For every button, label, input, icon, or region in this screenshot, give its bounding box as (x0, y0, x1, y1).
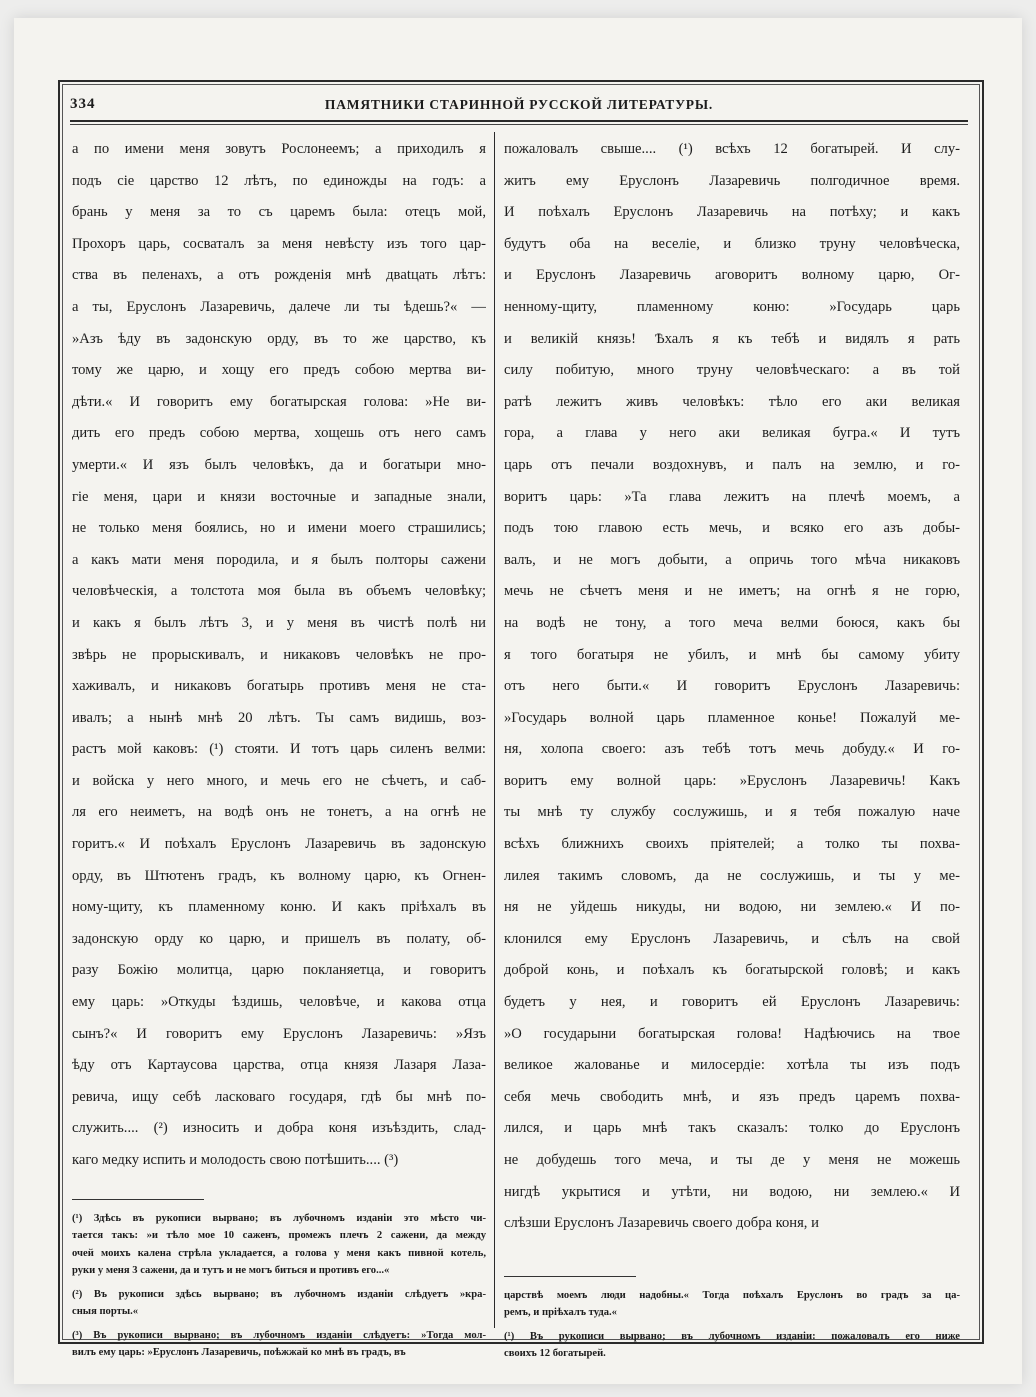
footnote-line: царствѣ моемъ люди надобны.« Тогда поѣхалъ Еруслонъ во градъ за ца- (504, 1289, 960, 1301)
footnote-line: сныя порты.« (72, 1306, 139, 1318)
text-line: ѣду отъ Картаусова царства, отца князя Лазаря Лаза- (72, 1057, 486, 1074)
text-line: и войска у него много, и мечь его не сѣчетъ, и саб- (72, 772, 486, 789)
text-line: каго медку испить и молодость свою потѣшить.... (³) (72, 1152, 399, 1168)
footnote-line: (³) Въ рукописи вырвано; въ лубочномъ изданіи слѣдуетъ: »Тогда мол- (72, 1329, 486, 1341)
text-line: ревича, ищу себѣ ласковаго государя, гдѣ бы мнѣ по- (72, 1088, 486, 1105)
text-line: пожаловалъ свыше.... (¹) всѣхъ 12 богатырей. И слу- (504, 141, 960, 157)
text-line: гора, а глава у него аки великая бугра.« И тутъ (504, 425, 960, 442)
left-column (72, 134, 486, 1359)
text-line: подъ тою главою есть мечь, и всяко его азъ добы- (504, 520, 960, 537)
text-line: всѣхъ ближнихъ своихъ пріятелей; а толко ты похва- (504, 836, 960, 853)
text-line: не только меня боялись, но и имени моего страшились; (72, 520, 486, 537)
left-column-text (72, 134, 486, 1177)
footnote-rule (504, 1276, 636, 1277)
text-line: валъ, и не могъ добыти, а опричь того мѣча никаковъ (504, 551, 960, 568)
text-line: горитъ.« И поѣхалъ Еруслонъ Лазаревичь въ задонскую (72, 836, 486, 853)
footnote-line: тается такъ: »и тѣло мое 10 саженъ, промежъ плечъ 2 сажени, да между (72, 1230, 486, 1242)
text-line: ня не уйдешь никуды, ни водою, ни землею.« И по- (504, 899, 960, 916)
text-line: растъ мой каковъ: (¹) стояти. И тотъ царь силенъ велми: (72, 741, 486, 758)
footnote-line: вилъ ему царь: »Еруслонъ Лазаревичь, поѣжжай ко мнѣ въ градъ, въ (72, 1347, 406, 1359)
text-line: царь отъ печали воздохнувъ, и палъ на землю, и го- (504, 456, 960, 473)
text-line: И поѣхалъ Еруслонъ Лазаревичь на потѣху; и какъ (504, 204, 960, 221)
text-line: ивалъ; а нынѣ мнѣ 20 лѣтъ. Ты самъ видишь, воз- (72, 709, 486, 726)
text-line: будетъ у нея, и говоритъ ей Еруслонъ Лазаревичь: (504, 994, 960, 1011)
text-line: воритъ ему волной царь: »Еруслонъ Лазаревичь! Какъ (504, 772, 960, 789)
text-line: хаживалъ, и никаковъ богатырь противъ меня не ста- (72, 678, 486, 695)
page-number: 334 (70, 96, 96, 112)
text-line: а какъ мати меня породила, и я былъ полторы сажени (72, 551, 486, 568)
running-title: ПАМЯТНИКИ СТАРИННОЙ РУССКОЙ ЛИТЕРАТУРЫ. (324, 97, 714, 112)
page-frame (58, 80, 984, 1360)
footnote-line: своихъ 12 богатырей. (504, 1348, 606, 1360)
text-line: а ты, Еруслонъ Лазаревичь, далече ли ты ѣдешь?« — (72, 298, 486, 315)
column-divider (494, 132, 495, 1328)
text-line: на водѣ не тону, а того меча велми боюся, какъ бы (504, 614, 960, 631)
text-line: тому же царю, и хощу его предъ собою мертва ви- (72, 362, 486, 379)
text-line: разу Божію молитца, царю покланяетца, и говоритъ (72, 962, 486, 979)
footnote-line: очей моихъ калена стрѣла укладается, а голова у меня какъ пивной котель, (72, 1247, 486, 1259)
text-line: умерти.« И язъ былъ человѣкъ, да и богатыри мно- (72, 456, 486, 473)
text-line: орду, въ Штютенъ градъ, къ волному царю, къ Огнен- (72, 867, 486, 884)
right-footnotes (504, 1287, 960, 1363)
text-line: дѣти.« И говоритъ ему богатырская голова: »Не ви- (72, 393, 486, 410)
text-line: »Государь волной царь пламенное конье! Пожалуй ме- (504, 709, 960, 726)
text-line: звѣрь не прорыскивалъ, и никаковъ человѣкъ не про- (72, 646, 486, 663)
text-line: ному-щиту, къ пламенному коню. И какъ пріѣхалъ въ (72, 899, 486, 916)
text-line: лилея такимъ словомъ, да не сослужишь, и ты у ме- (504, 867, 960, 884)
text-line: я того богатыря не убилъ, и мнѣ бы самому убиту (504, 646, 960, 663)
text-line: ты мнѣ ту службу сослужишь, и я тебя пожалую наче (504, 804, 960, 821)
text-line: ненному-щиту, пламенному коню: »Государь царь (504, 298, 960, 315)
text-line: отъ него быти.« И говоритъ Еруслонъ Лазаревичь: (504, 678, 960, 695)
text-line: не добудешь того меча, и ты де у меня не можешь (504, 1152, 960, 1168)
footnote-line: (¹) Въ рукописи вырвано; въ лубочномъ изданіи: пожаловалъ его ниже (504, 1330, 960, 1342)
text-line: а по имени меня зовутъ Рослонеемъ; а приходилъ я (72, 141, 486, 157)
text-line: себя мечь свободить мнѣ, и язъ предъ царемъ похва- (504, 1088, 960, 1105)
text-line: Прохоръ царь, сосваталъ за меня невѣсту изъ того цар- (72, 235, 486, 252)
text-line: доброй конь, и поѣхалъ къ богатырской головѣ; и какъ (504, 962, 960, 979)
text-line: клонился ему Еруслонъ Лазаревичь, и сѣлъ на свой (504, 930, 960, 947)
text-line: ля его неиметъ, на водѣ онъ не тонетъ, а на огнѣ не (72, 804, 486, 821)
text-line: дить его предъ собою мертва, хощешь отъ него самъ (72, 425, 486, 442)
text-line: »О государыни богатырская голова! Надѣючись на твое (504, 1025, 960, 1042)
text-line: человѣческія, а толстота моя была въ объемъ человѣку; (72, 583, 486, 600)
text-line: и Еруслонъ Лазаревичь аговоритъ волному царю, Ог- (504, 267, 960, 284)
text-line: подъ сіе царство 12 лѣтъ, по единожды на годъ: а (72, 172, 486, 189)
text-line: задонскую орду ко царю, и пришелъ въ полату, об- (72, 930, 486, 947)
text-line: ратѣ лежитъ живъ человѣкъ: тѣло его аки великая (504, 393, 960, 410)
text-line: и какъ я былъ лѣтъ 3, и у меня въ чистѣ полѣ ни (72, 614, 486, 631)
running-header (70, 94, 968, 122)
right-column (504, 134, 960, 1360)
text-line: житъ ему Еруслонъ Лазаревичь полгодичное время. (504, 172, 960, 189)
text-line: силу побитую, много труну человѣческаго: а въ той (504, 362, 960, 379)
text-line: служить.... (²) износить и добра коня изъѣздить, слад- (72, 1120, 486, 1137)
text-line: ства въ пеленахъ, а отъ рожденія мнѣ двatцать лѣтъ: (72, 267, 486, 284)
footnote-rule (72, 1199, 204, 1200)
text-line: великое жалованье и милосердіе: хотѣла ты изъ подъ (504, 1057, 960, 1074)
text-line: сынъ?« И говоритъ ему Еруслонъ Лазаревичь: »Язъ (72, 1025, 486, 1042)
footnote-line: (²) Въ рукописи здѣсь вырвано; въ лубочномъ изданіи слѣдуетъ »кра- (72, 1288, 486, 1300)
text-line: гіе меня, цари и князи восточные и западные знали, (72, 488, 486, 505)
text-line: лился, и царь мнѣ такъ сказалъ: толко до Еруслонъ (504, 1120, 960, 1137)
text-line: мечь не сѣчетъ меня и не иметъ; на огнѣ я не горю, (504, 583, 960, 600)
text-line: и великій князь! Ѣхалъ я къ тебѣ и видялъ я рать (504, 330, 960, 347)
left-footnotes (72, 1210, 486, 1362)
footnote-line: (¹) Здѣсь въ рукописи вырвано; въ лубочномъ изданіи это мѣсто чи- (72, 1212, 486, 1224)
footnote-line: руки у меня 3 сажени, да и тутъ и не могъ биться и противъ его...« (72, 1265, 390, 1277)
text-line: брань у меня за то съ царемъ была: отецъ мой, (72, 204, 486, 221)
text-line: слѣзши Еруслонъ Лазаревичь своего добра коня, и (504, 1215, 819, 1232)
text-line: нигдѣ укрытися и утѣти, ни водою, ни землею.« И (504, 1183, 960, 1200)
footnote-line: ремъ, и пріѣхалъ туда.« (504, 1307, 617, 1319)
book-page (14, 18, 1022, 1384)
text-line: ня, холопа своего: азъ тебѣ тотъ мечь добуду.« И го- (504, 741, 960, 758)
text-line: »Азъ ѣду въ задонскую орду, въ то же царство, къ (72, 330, 486, 347)
text-line: будутъ оба на веселіе, и близко труну человѣческа, (504, 235, 960, 252)
text-line: воритъ царь: »Та глава лежитъ на плечѣ моемъ, а (504, 488, 960, 505)
text-line: ему царь: »Откуды ѣздишь, человѣче, и какова отца (72, 994, 486, 1011)
right-column-text (504, 134, 960, 1240)
